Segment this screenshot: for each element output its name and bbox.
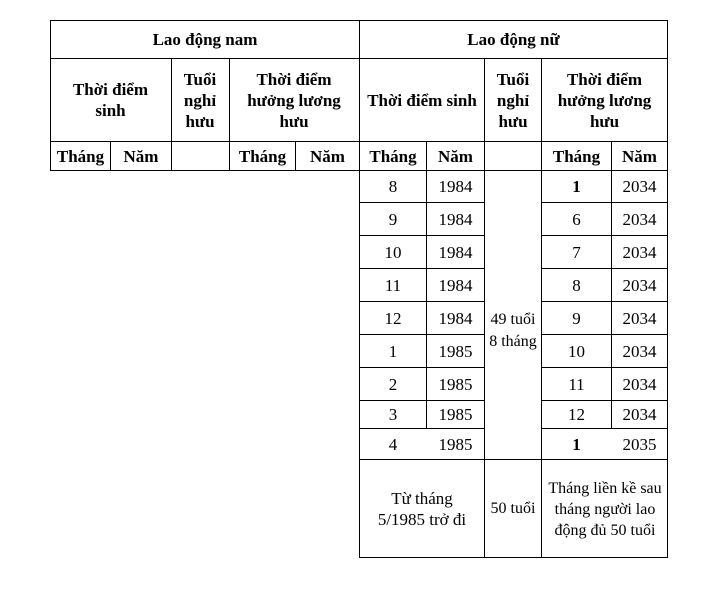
- male-birth-year-label: Năm: [123, 146, 159, 166]
- table-cell-birth-month: 10: [384, 242, 402, 262]
- table-cell-pension-month: 6: [572, 209, 581, 229]
- table-cell-birth-year: 1984: [438, 177, 473, 196]
- table-cell-birth-year: 1985: [438, 341, 473, 361]
- table-cell-birth-year: 1984: [438, 209, 473, 229]
- rule: [359, 557, 668, 558]
- male-group-title: Lao động nam: [152, 30, 258, 49]
- table-cell-pension-year: 2034: [622, 242, 657, 262]
- table-cell-birth-month: 8: [388, 177, 398, 196]
- male-retire-age-header: Tuổi nghỉ hưu: [183, 69, 217, 131]
- table-cell-pension-month: 9: [572, 308, 581, 328]
- table-cell-birth-year: 1985: [438, 405, 473, 424]
- table-cell-pension-year: 2035: [622, 434, 657, 454]
- table-cell-pension-year: 2034: [622, 308, 657, 328]
- table-cell-pension-month: 11: [568, 374, 585, 394]
- male-birth-header: Thời điểm sinh: [72, 80, 149, 120]
- merged-retire-age-cell: 49 tuổi 8 tháng: [489, 311, 537, 350]
- male-birth-month-label: Tháng: [56, 146, 105, 166]
- table-cell-pension-month: 12: [568, 405, 585, 424]
- table-cell-birth-year: 1984: [438, 275, 473, 295]
- table-cell-birth-month: 1: [388, 341, 398, 361]
- table-cell-birth-month: 9: [388, 209, 398, 229]
- rule: [667, 20, 668, 558]
- table-cell-birth-month: 3: [388, 405, 398, 424]
- last-birth-cell: Từ tháng 5/1985 trở đi: [377, 488, 467, 529]
- female-pension-header: Thời điểm hưởng lương hưu: [557, 69, 652, 131]
- table-cell-pension-year: 2034: [622, 341, 657, 361]
- female-group-title: Lao động nữ: [467, 30, 560, 49]
- female-birth-year-label: Năm: [438, 146, 473, 166]
- table-cell-pension-month: 10: [568, 341, 585, 361]
- table-cell-birth-year: 1985: [438, 374, 473, 394]
- table-cell-birth-month: 2: [388, 374, 398, 394]
- last-pension-cell: Tháng liền kề sau tháng người lao động đủ 50 tuổi: [548, 479, 662, 539]
- female-pension-year-label: Năm: [622, 146, 657, 166]
- table-cell-pension-year: 2034: [622, 405, 657, 424]
- male-pension-month-label: Tháng: [238, 146, 287, 166]
- table-cell-birth-year: 1984: [438, 308, 473, 328]
- female-retire-age-header: Tuổi nghỉ hưu: [496, 69, 530, 131]
- table-cell-pension-year: 2034: [622, 275, 657, 295]
- table-cell-birth-month: 4: [388, 434, 398, 454]
- last-retire-age-cell: 50 tuổi: [490, 500, 536, 517]
- table-cell-birth-year: 1985: [438, 434, 473, 454]
- female-birth-month-label: Tháng: [369, 146, 417, 166]
- table-cell-pension-month: 8: [572, 275, 581, 295]
- female-birth-header: Thời điểm sinh: [367, 90, 477, 110]
- table-cell-pension-month: 1: [572, 177, 581, 196]
- table-cell-pension-year: 2034: [622, 209, 657, 229]
- table-cell-birth-year: 1984: [438, 242, 473, 262]
- table-cell-pension-year: 2034: [622, 177, 657, 196]
- table-cell-pension-year: 2034: [622, 374, 657, 394]
- table-cell-pension-month: 7: [572, 242, 581, 262]
- table-cell-birth-month: 11: [384, 275, 402, 295]
- table-cell-pension-month: 1: [572, 434, 581, 454]
- table-cell-birth-month: 12: [384, 308, 402, 328]
- rule: [171, 58, 172, 171]
- male-pension-year-label: Năm: [310, 146, 345, 166]
- female-pension-month-label: Tháng: [552, 146, 601, 166]
- male-pension-header: Thời điểm hưởng lương hưu: [247, 69, 341, 131]
